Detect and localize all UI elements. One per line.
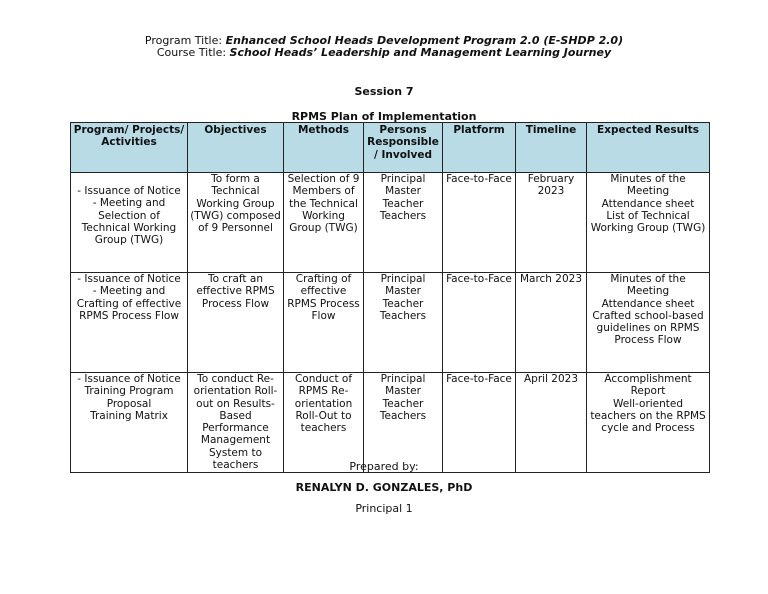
result-item: Crafted school-based guidelines on RPMS Process Flow: [592, 309, 704, 347]
result-item: Accomplishment Report: [604, 373, 692, 398]
objectives-cell: To craft an effective RPMS Process Flow: [188, 273, 284, 373]
header-persons: Persons Responsible/ Involved: [364, 123, 443, 173]
plan-table: [70, 122, 710, 473]
table-row: [71, 373, 710, 473]
course-title-line: [0, 46, 768, 59]
person-item: Teachers: [379, 409, 427, 422]
result-item: List of Technical Working Group (TWG): [590, 209, 706, 235]
result-item: Attendance sheet: [601, 297, 695, 310]
persons-cell: [364, 373, 443, 473]
timeline-cell: March 2023: [516, 273, 587, 373]
program-title: Enhanced School Heads Development Program 2.0 (E-SHDP 2.0): [225, 34, 624, 47]
header-platform: Platform: [443, 123, 516, 173]
methods-cell: Conduct of RPMS Re-orientation Roll-Out to teachers: [284, 373, 364, 473]
persons-cell: [364, 173, 443, 273]
methods-cell: Crafting of effective RPMS Process Flow: [284, 273, 364, 373]
methods-cell: Selection of 9 Members of the Technical Working Group (TWG): [284, 173, 364, 273]
session-heading: Session 7: [354, 85, 414, 98]
activities-cell: [71, 273, 188, 373]
person-item: Master Teacher: [382, 385, 424, 410]
activities-cell: [71, 373, 188, 473]
objectives-cell: To form a Technical Working Group (TWG) composed of 9 Personnel: [188, 173, 284, 273]
course-title: School Heads’ Leadership and Management Learning Journey: [229, 46, 612, 59]
header-activities: Program/ Projects/ Activities: [71, 123, 188, 173]
person-item: Teachers: [379, 209, 427, 222]
prepared-by-label: Prepared by:: [349, 460, 419, 473]
preparer-name: RENALYN D. GONZALES, PhD: [295, 481, 473, 494]
result-item: Well-oriented teachers on the RPMS cycle and Process: [590, 397, 706, 435]
preparer-position: Principal 1: [355, 502, 413, 515]
activities-cell: [71, 173, 188, 273]
platform-cell: Face-to-Face: [443, 373, 516, 473]
header-timeline: Timeline: [516, 123, 587, 173]
platform-cell: Face-to-Face: [443, 173, 516, 273]
table-row: [71, 273, 710, 373]
program-title-label: Program Title:: [144, 34, 226, 47]
course-title-label: Course Title:: [156, 46, 230, 59]
results-cell: [587, 373, 710, 473]
person-item: Master Teacher: [382, 185, 424, 210]
person-item: Principal: [380, 173, 426, 185]
table-row: [71, 173, 710, 273]
activity-item: - Issuance of Notice: [77, 273, 181, 285]
results-cell: [587, 173, 710, 273]
person-item: Principal: [380, 373, 426, 385]
results-cell: [587, 273, 710, 373]
activity-item: - Meeting and Crafting of effective RPMS Process Flow: [76, 285, 182, 322]
activity-item: Training Program Proposal: [84, 385, 174, 410]
person-item: Teachers: [379, 309, 427, 322]
header-results: Expected Results: [587, 123, 710, 173]
objectives-cell: To conduct Re-orientation Roll-out on Results-Based Performance Management System to teachers: [188, 373, 284, 473]
result-item: Minutes of the Meeting: [610, 173, 686, 198]
activity-item: - Meeting and Selection of Technical Working Group (TWG): [81, 197, 177, 247]
timeline-cell: April 2023: [516, 373, 587, 473]
header-methods: Methods: [284, 123, 364, 173]
result-item: Attendance sheet: [601, 197, 695, 210]
timeline-cell: February 2023: [516, 173, 587, 273]
person-item: Master Teacher: [382, 285, 424, 310]
activity-item: Training Matrix: [90, 409, 168, 422]
header-objectives: Objectives: [188, 123, 284, 173]
activity-item: - Issuance of Notice: [77, 373, 181, 385]
persons-cell: [364, 273, 443, 373]
platform-cell: Face-to-Face: [443, 273, 516, 373]
plan-title: RPMS Plan of Implementation: [291, 110, 477, 123]
table-header-row: [71, 123, 710, 173]
person-item: Principal: [380, 273, 426, 285]
result-item: Minutes of the Meeting: [610, 273, 686, 298]
activity-item: - Issuance of Notice: [77, 185, 181, 197]
